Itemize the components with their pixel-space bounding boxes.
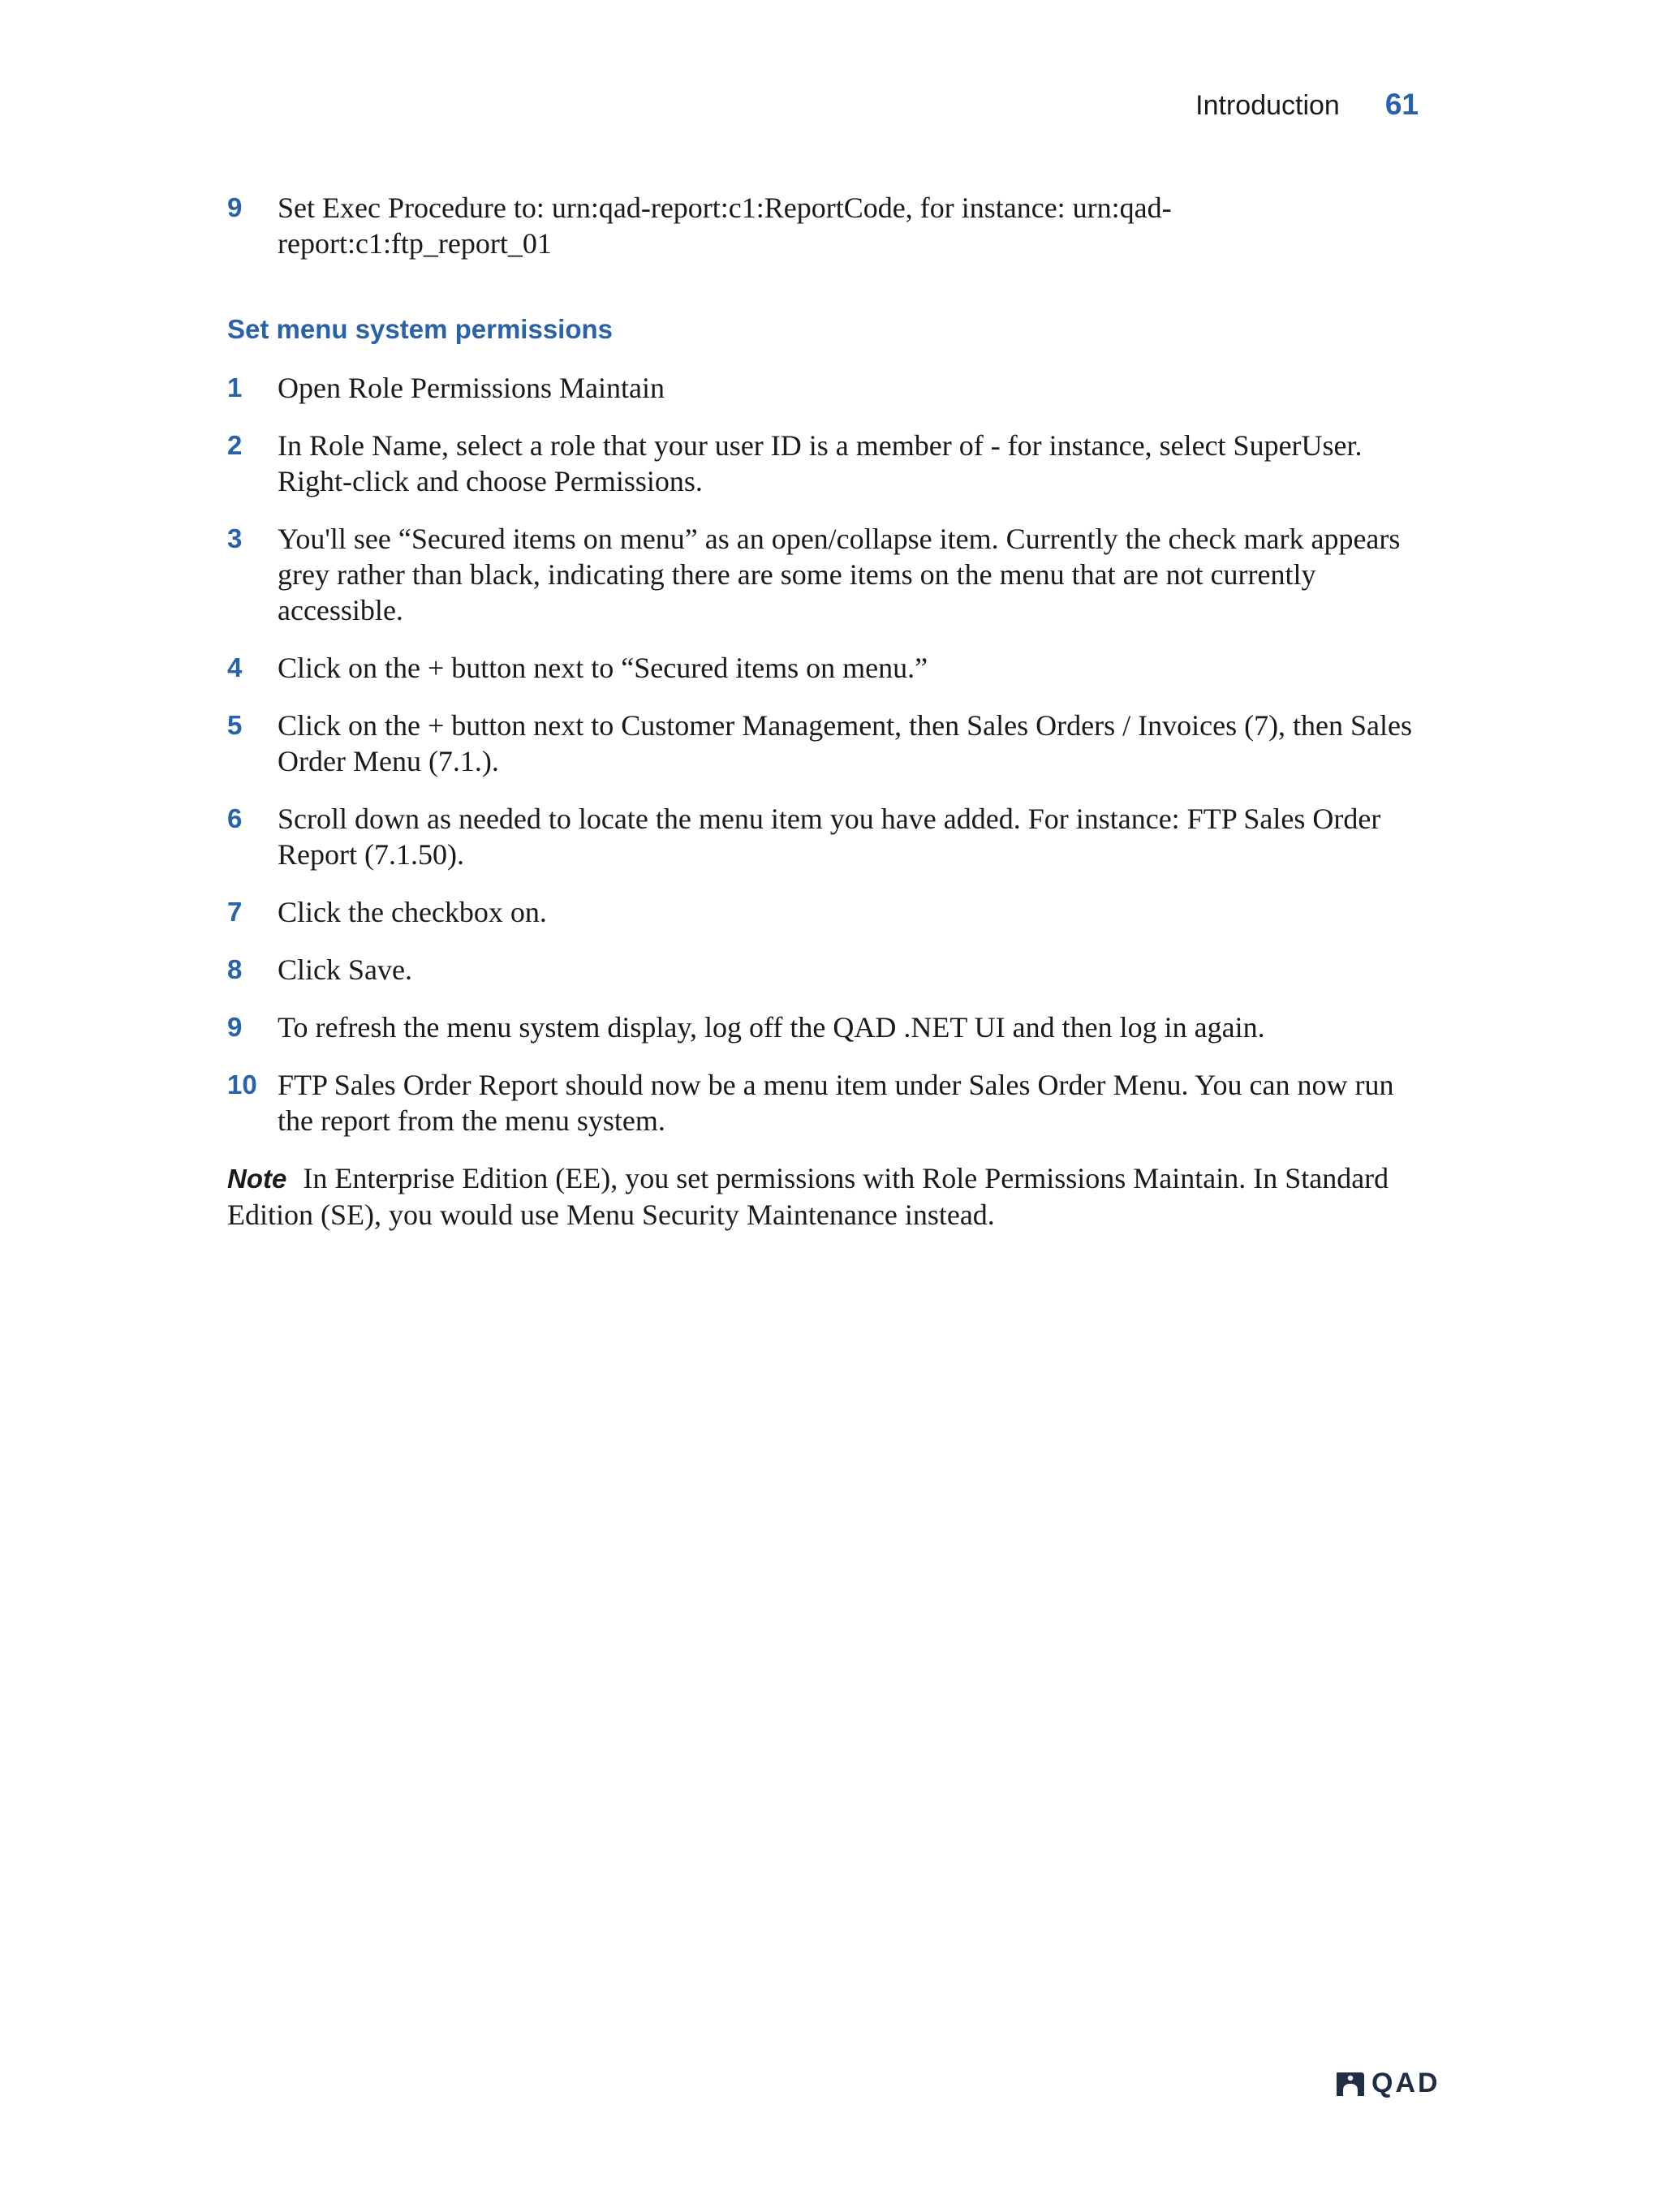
list-item bbox=[227, 952, 1428, 988]
list-item bbox=[227, 801, 1428, 872]
step-number: 9 bbox=[227, 192, 243, 222]
step-number: 4 bbox=[227, 652, 243, 682]
step-text: To refresh the menu system display, log off the QAD .NET UI and then log in again. bbox=[278, 1011, 1265, 1044]
list-item bbox=[227, 650, 1428, 686]
step-number: 6 bbox=[227, 803, 243, 833]
step-number: 5 bbox=[227, 710, 243, 740]
steps-list bbox=[227, 370, 1428, 1138]
step-number: 2 bbox=[227, 430, 243, 460]
page-header bbox=[1195, 88, 1419, 122]
step-text: You'll see “Secured items on menu” as an open/collapse item. Currently the check mark appears grey rather than black, indicating there are some items on the menu that are not currently accessible. bbox=[278, 523, 1401, 626]
logo-text: QAD bbox=[1371, 2068, 1440, 2098]
page-number: 61 bbox=[1384, 88, 1419, 121]
step-number: 3 bbox=[227, 523, 243, 553]
list-item bbox=[227, 1067, 1428, 1138]
running-header-title: Introduction bbox=[1195, 90, 1340, 121]
step-number: 10 bbox=[227, 1069, 257, 1100]
step-number: 8 bbox=[227, 954, 243, 984]
section-heading: Set menu system permissions bbox=[227, 314, 614, 344]
list-item bbox=[227, 1009, 1428, 1045]
step-text: Set Exec Procedure to: urn:qad-report:c1:ReportCode, for instance: urn:qad-report:c1:ftp_report_01 bbox=[278, 192, 1172, 260]
step-text: Click on the + button next to “Secured items on menu.” bbox=[278, 652, 928, 684]
note-label: Note bbox=[227, 1164, 287, 1194]
step-number: 9 bbox=[227, 1012, 243, 1042]
list-item bbox=[227, 708, 1428, 779]
note-text: In Enterprise Edition (EE), you set permissions with Role Permissions Maintain. In Standard Edition (SE), you would use Menu Security Maintenance instead. bbox=[227, 1162, 1389, 1231]
list-item bbox=[227, 428, 1428, 499]
step-text: Scroll down as needed to locate the menu item you have added. For instance: FTP Sales Order Report (7.1.50). bbox=[278, 803, 1381, 871]
list-item bbox=[227, 894, 1428, 930]
step-text: Click the checkbox on. bbox=[278, 896, 547, 928]
step-text: In Role Name, select a role that your user ID is a member of - for instance, select SuperUser. Right-click and choose Permissions. bbox=[278, 429, 1363, 497]
step-text: Click on the + button next to Customer Management, then Sales Orders / Invoices (7), then Sales Order Menu (7.1.). bbox=[278, 709, 1413, 777]
step-text: Click Save. bbox=[278, 953, 412, 986]
list-item bbox=[227, 370, 1428, 406]
note-paragraph bbox=[227, 1160, 1428, 1233]
step-number: 7 bbox=[227, 897, 243, 927]
step-text: Open Role Permissions Maintain bbox=[278, 372, 665, 404]
qad-logo bbox=[1334, 2068, 1440, 2099]
qad-logo-icon bbox=[1334, 2069, 1367, 2098]
step-number: 1 bbox=[227, 372, 243, 402]
step-text: FTP Sales Order Report should now be a menu item under Sales Order Menu. You can now run the report from the menu system. bbox=[278, 1069, 1394, 1137]
list-item bbox=[227, 521, 1428, 628]
intro-step bbox=[227, 190, 1428, 261]
page-content bbox=[227, 190, 1428, 1233]
